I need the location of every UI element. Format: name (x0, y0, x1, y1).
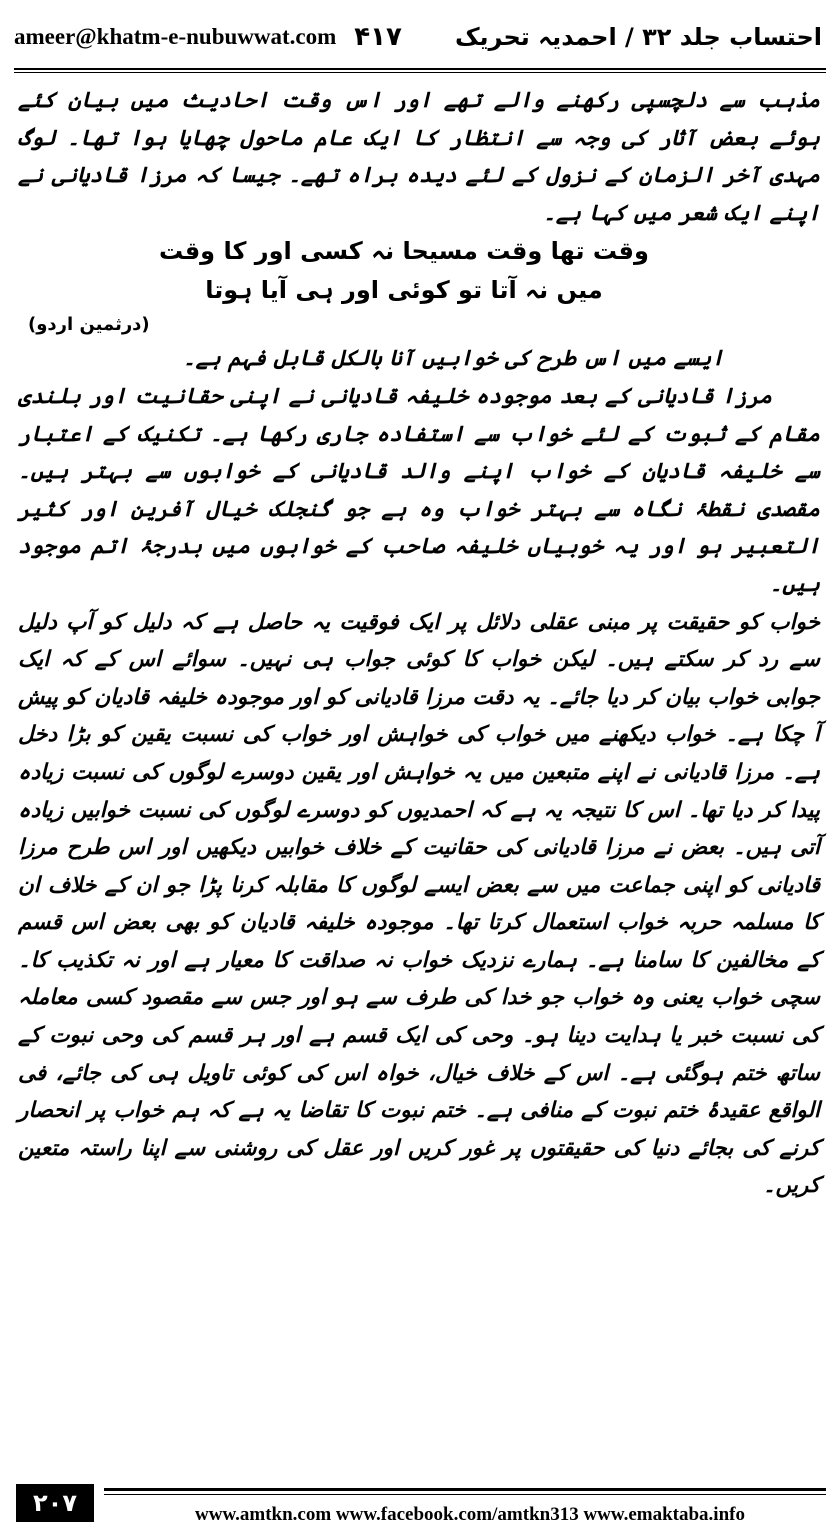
verse-line-2: میں نہ آتا تو کوئی اور ہی آیا ہوتا (205, 276, 603, 305)
header-email[interactable]: ameer@khatm-e-nubuwwat.com (14, 24, 337, 49)
paragraph-1: مذہب سے دلچسپی رکھنے والے تھے اور اس وقت احادیث میں بیان کئے ہوئے بعض آثار کی وجہ سے انتظار کا ایک عام ماحول چھایا ہوا تھا۔ لوگ مہدی آخر الزمان کے نزول کے لئے دیدہ براہ تھے۔ جیسا کہ مرزا قادیانی نے اپنے ایک شعر میں کہا ہے۔ (18, 88, 820, 226)
paragraph-2: ایسے میں اس طرح کی خوابیں آنا بالکل قابل فہم ہے۔ (183, 346, 724, 372)
header-page-number: ۴۱۷ (354, 22, 402, 52)
verse-line-1: وقت تھا وقت مسیحا نہ کسی اور کا وقت (159, 237, 649, 266)
verse-source: (درثمین اردو) (28, 314, 150, 336)
header-rule-thin (14, 72, 826, 73)
header-left (14, 22, 402, 52)
page-footer (14, 1476, 826, 1534)
footer-page-number: ۲۰۷ (16, 1484, 94, 1522)
header-title: احتساب جلد ۳۲ / احمدیہ تحریک (454, 23, 822, 51)
paragraph-4: خواب کو حقیقت پر مبنی عقلی دلائل پر ایک فوقیت یہ حاصل ہے کہ دلیل کو آپ دلیل سے رد کر سکتے ہیں۔ لیکن خواب کا کوئی جواب ہی نہیں۔ سوائے اس کے کہ ایک جوابی خواب بیان کر دیا جائے۔ یہ دقت مرزا قادیانی کو اور موجودہ خلیفہ قادیان کو پیش آ چکا ہے۔ خواب دیکھنے میں خواب کی خواہش اور خواب کی نسبت یقین کو بڑا دخل ہے۔ مرزا قادیانی نے اپنے متبعین میں یہ خواہش اور یقین دوسرے لوگوں کی نسبت زیادہ پیدا کر دیا تھا۔ اس کا نتیجہ یہ ہے کہ احمدیوں کو دوسرے لوگوں کی نسبت خوابیں زیادہ آتی ہیں۔ بعض نے مرزا قادیانی کی حقانیت کے خلاف خوابیں دیکھیں اور اس طرح مرزا قادیانی کو اپنی جماعت میں سے بعض ایسے لوگوں کا مقابلہ کرنا پڑا جو ان کے خلاف ان کا مسلمہ حربہ خواب استعمال کرتا تھا۔ موجودہ خلیفہ قادیان کو بھی بعض اس قسم کے مخالفین کا سامنا ہے۔ ہمارے نزدیک خواب نہ صداقت کا معیار ہے اور نہ تکذیب کا۔ سچی خواب یعنی وہ خواب جو خدا کی طرف سے ہو اور جس سے مقصود کسی معاملہ کی نسبت خبر یا ہدایت دینا ہو۔ وحی کی ایک قسم ہے اور ہر قسم کی وحی نبوت کے ساتھ ختم ہوگئی ہے۔ اس کے خلاف خیال، خواہ اس کی کوئی تاویل ہی کی جائے، فی الواقع عقیدۂ ختم نبوت کے منافی ہے۔ ختم نبوت کا تقاضا یہ ہے کہ ہم خواب پر انحصار کرنے کی بجائے دنیا کی حقیقتوں پر غور کریں اور عقل کی روشنی سے اپنا راستہ متعین کریں۔ (18, 609, 820, 1199)
page-header (14, 12, 822, 62)
body-text (18, 82, 820, 1205)
footer-links[interactable]: www.amtkn.com www.facebook.com/amtkn313 www.emaktaba.info (195, 1504, 745, 1525)
header-rule (14, 68, 826, 70)
footer-rule (104, 1488, 826, 1491)
footer-rule-thin (104, 1494, 826, 1495)
paragraph-3: مرزا قادیانی کے بعد موجودہ خلیفہ قادیانی نے اپنی حقانیت اور بلندی مقام کے ثبوت کے لئے خواب سے استفادہ جاری رکھا ہے۔ تکنیک کے اعتبار سے خلیفہ قادیان کے خواب اپنے والد قادیانی کے خوابوں سے بہتر ہیں۔ مقصدی نقطۂ نگاہ سے بہتر خواب وہ ہے جو گنجلک خیال آفرین اور کثیر التعبیر ہو اور یہ خوبیاں خلیفہ صاحب کے خوابوں میں بدرجۂ اتم موجود ہیں۔ (18, 383, 820, 597)
